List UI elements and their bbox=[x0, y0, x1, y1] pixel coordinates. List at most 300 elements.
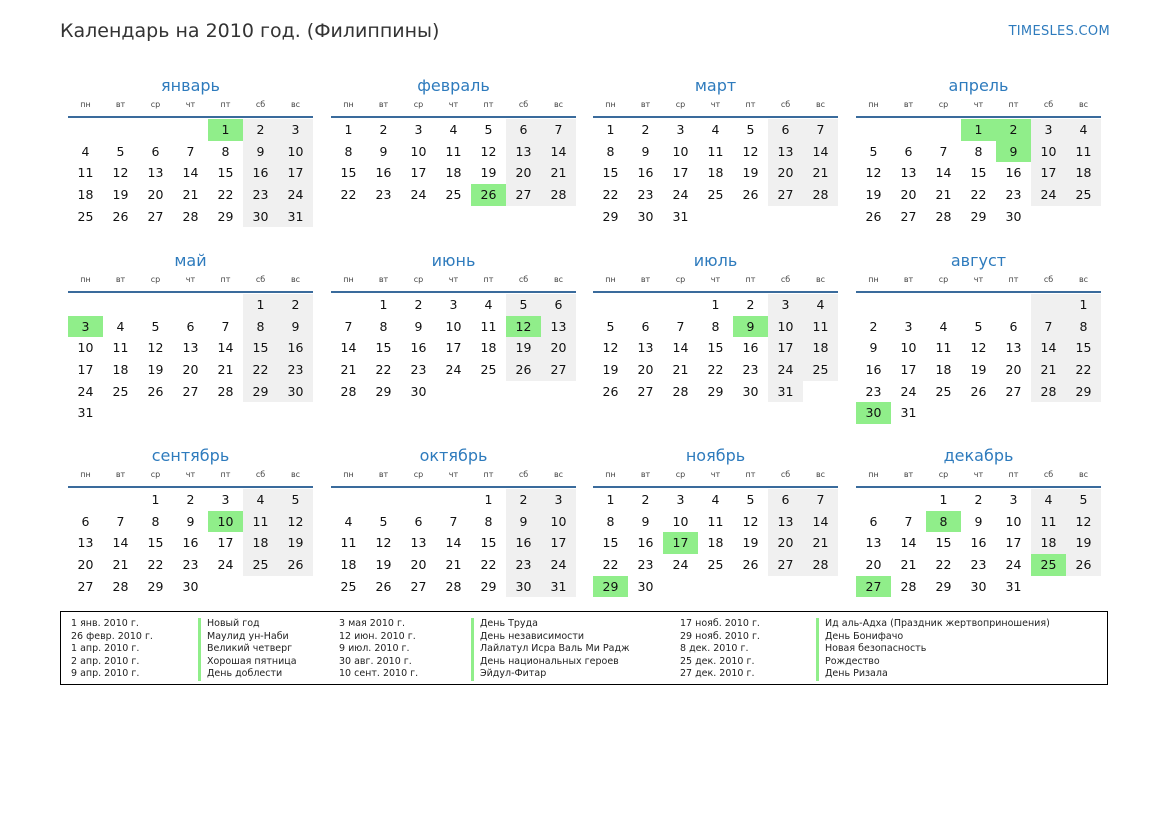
day-cell: 15 bbox=[340, 165, 357, 181]
day-cell: 15 bbox=[480, 535, 497, 551]
weekday-header bbox=[593, 98, 838, 112]
day-cell: 25 bbox=[707, 557, 724, 573]
day-cell: 21 bbox=[445, 557, 462, 573]
legend-dates-column bbox=[339, 618, 418, 681]
month-title: январь bbox=[161, 76, 220, 95]
day-cell: 23 bbox=[243, 184, 278, 206]
day-cell: 24 bbox=[672, 557, 689, 573]
day-cell: 18 bbox=[1066, 162, 1101, 184]
empty-day-cell bbox=[803, 381, 838, 403]
day-grid bbox=[593, 294, 838, 402]
day-cell: 19 bbox=[970, 362, 987, 378]
day-cell: 2 bbox=[379, 122, 388, 137]
day-grid bbox=[593, 489, 838, 597]
empty-day-cell bbox=[68, 489, 103, 511]
day-cell: 5 bbox=[746, 122, 755, 137]
holiday-name: Маулид ун-Наби bbox=[198, 631, 297, 644]
day-cell: 2 bbox=[506, 489, 541, 511]
day-cell: 17 bbox=[1005, 535, 1022, 551]
day-cell: 10 bbox=[768, 316, 803, 338]
weekday-label: ср bbox=[938, 100, 949, 109]
empty-day-cell bbox=[331, 489, 366, 511]
day-cell: 16 bbox=[742, 340, 759, 356]
holiday-name: День национальных героев bbox=[471, 656, 630, 669]
weekday-label: чт bbox=[448, 100, 459, 109]
month-title: август bbox=[950, 251, 1007, 270]
month-divider bbox=[593, 486, 838, 488]
day-cell: 8 bbox=[344, 143, 353, 159]
day-cell: 9 bbox=[974, 513, 983, 529]
day-cell: 22 bbox=[1066, 359, 1101, 381]
day-cell: 11 bbox=[707, 513, 724, 529]
day-cell: 5 bbox=[151, 318, 160, 334]
day-cell: 18 bbox=[1031, 532, 1066, 554]
empty-day-cell bbox=[768, 206, 803, 228]
weekday-label: ср bbox=[150, 275, 161, 284]
weekday-label: ср bbox=[150, 470, 161, 479]
day-cell: 23 bbox=[410, 362, 427, 378]
day-cell: 29 bbox=[480, 578, 497, 594]
day-cell: 18 bbox=[935, 362, 952, 378]
day-cell: 8 bbox=[974, 143, 983, 159]
weekday-label: ср bbox=[413, 470, 424, 479]
day-cell: 21 bbox=[672, 362, 689, 378]
weekday-label: чт bbox=[710, 100, 721, 109]
day-cell: 14 bbox=[900, 535, 917, 551]
day-cell: 9 bbox=[641, 513, 650, 529]
day-cell: 14 bbox=[1031, 337, 1066, 359]
empty-day-cell bbox=[103, 489, 138, 511]
day-cell: 4 bbox=[939, 318, 948, 334]
weekday-label: вс bbox=[290, 100, 301, 109]
weekday-label: пн bbox=[868, 470, 879, 479]
weekday-label: вт bbox=[903, 100, 914, 109]
day-cell: 27 bbox=[541, 359, 576, 381]
day-cell: 11 bbox=[803, 316, 838, 338]
day-cell: 6 bbox=[1009, 318, 1018, 334]
day-cell: 1 bbox=[606, 122, 615, 137]
day-cell: 27 bbox=[182, 383, 199, 399]
day-cell: 30 bbox=[970, 578, 987, 594]
holiday-name: День Труда bbox=[471, 618, 630, 631]
weekday-label: чт bbox=[710, 470, 721, 479]
day-cell: 10 bbox=[1005, 513, 1022, 529]
day-cell: 29 bbox=[217, 208, 234, 224]
day-cell: 22 bbox=[935, 557, 952, 573]
empty-day-cell bbox=[541, 381, 576, 403]
day-cell: 12 bbox=[865, 165, 882, 181]
day-cell: 21 bbox=[935, 187, 952, 203]
day-cell: 13 bbox=[768, 141, 803, 163]
empty-day-cell bbox=[436, 381, 471, 403]
day-cell: 5 bbox=[746, 492, 755, 507]
day-cell: 8 bbox=[151, 513, 160, 529]
weekday-label: пн bbox=[343, 275, 354, 284]
day-cell: 16 bbox=[1005, 165, 1022, 181]
weekday-label: пт bbox=[745, 100, 756, 109]
weekday-label: пт bbox=[483, 275, 494, 284]
weekday-label: чт bbox=[185, 100, 196, 109]
day-cell: 24 bbox=[445, 362, 462, 378]
day-cell: 3 bbox=[278, 119, 313, 141]
day-cell: 28 bbox=[340, 383, 357, 399]
legend-names-column bbox=[471, 618, 630, 681]
day-cell: 8 bbox=[1066, 316, 1101, 338]
holiday-date: 17 нояб. 2010 г. bbox=[680, 618, 760, 629]
day-cell: 14 bbox=[935, 165, 952, 181]
holiday-date: 3 мая 2010 г. bbox=[339, 618, 405, 629]
holiday-name: День доблести bbox=[198, 668, 297, 681]
holiday-date: 1 янв. 2010 г. bbox=[71, 618, 139, 629]
day-cell: 16 bbox=[637, 535, 654, 551]
day-cell: 8 bbox=[221, 143, 230, 159]
day-cell: 17 bbox=[77, 362, 94, 378]
holiday-date: 27 дек. 2010 г. bbox=[680, 668, 755, 679]
holiday-date: 1 апр. 2010 г. bbox=[71, 643, 140, 654]
day-cell: 6 bbox=[768, 489, 803, 511]
day-cell: 28 bbox=[445, 578, 462, 594]
day-cell: 12 bbox=[147, 340, 164, 356]
weekday-label: сб bbox=[255, 470, 266, 479]
weekday-label: чт bbox=[185, 470, 196, 479]
day-cell: 21 bbox=[340, 362, 357, 378]
day-cell: 11 bbox=[340, 535, 357, 551]
day-cell: 24 bbox=[672, 187, 689, 203]
day-cell: 14 bbox=[803, 141, 838, 163]
day-cell: 17 bbox=[768, 337, 803, 359]
day-cell: 26 bbox=[506, 359, 541, 381]
day-cell: 30 bbox=[278, 381, 313, 403]
day-cell: 8 bbox=[711, 318, 720, 334]
month-9 bbox=[68, 445, 313, 597]
empty-day-cell bbox=[278, 402, 313, 424]
day-cell: 30 bbox=[637, 578, 654, 594]
day-cell: 13 bbox=[541, 316, 576, 338]
day-cell: 18 bbox=[707, 165, 724, 181]
day-cell: 12 bbox=[970, 340, 987, 356]
day-cell: 16 bbox=[970, 535, 987, 551]
day-cell: 1 bbox=[606, 492, 615, 507]
weekday-label: пт bbox=[483, 100, 494, 109]
day-cell: 25 bbox=[340, 578, 357, 594]
day-cell: 11 bbox=[935, 340, 952, 356]
holiday-date: 30 авг. 2010 г. bbox=[339, 655, 412, 667]
day-cell: 19 bbox=[506, 337, 541, 359]
day-cell: 5 bbox=[379, 513, 388, 529]
weekday-label: чт bbox=[448, 470, 459, 479]
day-cell: 23 bbox=[970, 557, 987, 573]
day-cell: 21 bbox=[803, 532, 838, 554]
day-cell: 9 bbox=[641, 143, 650, 159]
weekday-label: чт bbox=[185, 275, 196, 284]
holiday-date: 9 июл. 2010 г. bbox=[339, 643, 410, 654]
empty-day-cell bbox=[663, 576, 698, 598]
weekday-label: вт bbox=[115, 470, 126, 479]
empty-day-cell bbox=[278, 576, 313, 598]
day-cell: 16 bbox=[375, 165, 392, 181]
day-cell: 25 bbox=[707, 187, 724, 203]
holiday-date: 8 дек. 2010 г. bbox=[680, 643, 749, 654]
day-cell: 28 bbox=[935, 208, 952, 224]
weekday-label: вс bbox=[815, 100, 826, 109]
day-cell: 19 bbox=[375, 557, 392, 573]
day-cell: 16 bbox=[637, 165, 654, 181]
day-cell: 18 bbox=[445, 165, 462, 181]
site-link[interactable]: TIMESLES.COM bbox=[1008, 24, 1110, 39]
weekday-header bbox=[331, 468, 576, 482]
day-cell: 11 bbox=[1066, 141, 1101, 163]
day-cell: 13 bbox=[410, 535, 427, 551]
empty-day-cell bbox=[961, 294, 996, 316]
weekday-label: вт bbox=[903, 470, 914, 479]
empty-day-cell bbox=[243, 576, 278, 598]
day-cell: 25 bbox=[935, 383, 952, 399]
empty-day-cell bbox=[733, 206, 768, 228]
month-divider bbox=[856, 291, 1101, 293]
month-11 bbox=[593, 445, 838, 597]
day-cell: 13 bbox=[900, 165, 917, 181]
weekday-label: пн bbox=[343, 100, 354, 109]
day-cell: 6 bbox=[768, 119, 803, 141]
day-cell: 13 bbox=[506, 141, 541, 163]
day-cell: 9 bbox=[869, 340, 878, 356]
day-cell: 5 bbox=[484, 122, 493, 137]
day-cell: 21 bbox=[900, 557, 917, 573]
day-cell: 9 bbox=[278, 316, 313, 338]
day-cell: 26 bbox=[742, 187, 759, 203]
holiday-date: 29 нояб. 2010 г. bbox=[680, 630, 760, 642]
day-grid bbox=[331, 294, 576, 402]
empty-day-cell bbox=[208, 294, 243, 316]
weekday-header bbox=[68, 468, 313, 482]
month-5 bbox=[68, 250, 313, 424]
day-cell: 20 bbox=[147, 187, 164, 203]
day-cell: 13 bbox=[637, 340, 654, 356]
weekday-label: ср bbox=[675, 100, 686, 109]
empty-day-cell bbox=[208, 576, 243, 598]
month-6 bbox=[331, 250, 576, 402]
holiday-date: 26 февр. 2010 г. bbox=[71, 630, 153, 642]
day-cell: 15 bbox=[602, 165, 619, 181]
day-cell: 13 bbox=[865, 535, 882, 551]
day-cell: 22 bbox=[602, 557, 619, 573]
day-cell: 4 bbox=[1066, 119, 1101, 141]
day-grid bbox=[331, 119, 576, 206]
holiday-name: Новый год bbox=[198, 618, 297, 631]
day-cell: 26 bbox=[602, 383, 619, 399]
day-cell: 23 bbox=[182, 557, 199, 573]
day-cell: 26 bbox=[742, 557, 759, 573]
day-cell: 30 bbox=[243, 206, 278, 228]
day-cell: 26 bbox=[865, 208, 882, 224]
day-cell: 7 bbox=[803, 489, 838, 511]
day-cell: 5 bbox=[1066, 489, 1101, 511]
day-cell: 12 bbox=[742, 143, 759, 159]
empty-day-cell bbox=[996, 294, 1031, 316]
day-cell: 24 bbox=[410, 187, 427, 203]
holiday-name: Ид аль-Адха (Праздник жертвоприношения) bbox=[816, 618, 1050, 631]
holiday-day-cell: 9 bbox=[733, 316, 768, 338]
holiday-date: 9 апр. 2010 г. bbox=[71, 668, 140, 679]
day-cell: 25 bbox=[243, 554, 278, 576]
weekday-label: пт bbox=[1008, 470, 1019, 479]
weekday-header bbox=[68, 273, 313, 287]
day-cell: 7 bbox=[904, 513, 913, 529]
empty-day-cell bbox=[173, 119, 208, 141]
empty-day-cell bbox=[961, 402, 996, 424]
day-cell: 31 bbox=[900, 405, 917, 421]
empty-day-cell bbox=[436, 489, 471, 511]
day-cell: 30 bbox=[506, 576, 541, 598]
weekday-label: вс bbox=[290, 275, 301, 284]
day-cell: 6 bbox=[641, 318, 650, 334]
day-cell: 24 bbox=[217, 557, 234, 573]
holiday-date: 12 июн. 2010 г. bbox=[339, 630, 416, 642]
day-cell: 21 bbox=[182, 187, 199, 203]
month-10 bbox=[331, 445, 576, 597]
empty-day-cell bbox=[891, 119, 926, 141]
weekday-label: пн bbox=[605, 275, 616, 284]
empty-day-cell bbox=[926, 294, 961, 316]
empty-day-cell bbox=[366, 489, 401, 511]
day-cell: 20 bbox=[182, 362, 199, 378]
empty-day-cell bbox=[996, 402, 1031, 424]
day-cell: 6 bbox=[414, 513, 423, 529]
day-cell: 17 bbox=[217, 535, 234, 551]
weekday-label: вс bbox=[815, 470, 826, 479]
day-cell: 7 bbox=[116, 513, 125, 529]
day-cell: 14 bbox=[112, 535, 129, 551]
day-cell: 8 bbox=[484, 513, 493, 529]
holiday-day-cell: 17 bbox=[663, 532, 698, 554]
day-cell: 23 bbox=[865, 383, 882, 399]
weekday-label: сб bbox=[780, 100, 791, 109]
day-cell: 10 bbox=[672, 513, 689, 529]
day-cell: 7 bbox=[449, 513, 458, 529]
empty-day-cell bbox=[68, 119, 103, 141]
day-cell: 27 bbox=[147, 208, 164, 224]
weekday-label: вс bbox=[815, 275, 826, 284]
day-cell: 21 bbox=[803, 162, 838, 184]
day-cell: 6 bbox=[151, 143, 160, 159]
day-cell: 25 bbox=[112, 383, 129, 399]
day-cell: 6 bbox=[904, 143, 913, 159]
day-cell: 19 bbox=[112, 187, 129, 203]
month-3 bbox=[593, 75, 838, 227]
weekday-label: вс bbox=[1078, 100, 1089, 109]
day-cell: 18 bbox=[340, 557, 357, 573]
page-title: Календарь на 2010 год. (Филиппины) bbox=[60, 20, 440, 42]
empty-day-cell bbox=[401, 489, 436, 511]
day-cell: 4 bbox=[81, 143, 90, 159]
day-cell: 22 bbox=[375, 362, 392, 378]
day-cell: 6 bbox=[541, 294, 576, 316]
day-cell: 15 bbox=[217, 165, 234, 181]
day-cell: 22 bbox=[217, 187, 234, 203]
day-cell: 28 bbox=[672, 383, 689, 399]
day-cell: 15 bbox=[935, 535, 952, 551]
month-1 bbox=[68, 75, 313, 227]
day-cell: 12 bbox=[1066, 511, 1101, 533]
day-cell: 20 bbox=[865, 557, 882, 573]
day-cell: 1 bbox=[939, 492, 948, 507]
empty-day-cell bbox=[331, 294, 366, 316]
weekday-label: пт bbox=[745, 470, 756, 479]
weekday-label: пн bbox=[868, 100, 879, 109]
day-cell: 7 bbox=[803, 119, 838, 141]
empty-day-cell bbox=[103, 119, 138, 141]
day-cell: 28 bbox=[112, 578, 129, 594]
day-cell: 10 bbox=[445, 318, 462, 334]
weekday-label: вс bbox=[553, 275, 564, 284]
weekday-header bbox=[68, 98, 313, 112]
day-cell: 1 bbox=[484, 492, 493, 507]
day-cell: 26 bbox=[970, 383, 987, 399]
day-cell: 24 bbox=[77, 383, 94, 399]
empty-day-cell bbox=[208, 402, 243, 424]
weekday-label: сб bbox=[255, 100, 266, 109]
holiday-day-cell: 12 bbox=[506, 316, 541, 338]
empty-day-cell bbox=[733, 576, 768, 598]
day-cell: 7 bbox=[541, 119, 576, 141]
day-cell: 19 bbox=[147, 362, 164, 378]
day-cell: 11 bbox=[480, 318, 497, 334]
day-cell: 1 bbox=[1066, 294, 1101, 316]
day-cell: 5 bbox=[606, 318, 615, 334]
day-cell: 23 bbox=[506, 554, 541, 576]
day-cell: 13 bbox=[182, 340, 199, 356]
day-grid bbox=[68, 294, 313, 424]
empty-day-cell bbox=[1031, 206, 1066, 228]
day-cell: 3 bbox=[449, 297, 458, 312]
day-cell: 10 bbox=[1031, 141, 1066, 163]
day-cell: 28 bbox=[1031, 381, 1066, 403]
day-cell: 1 bbox=[711, 297, 720, 312]
day-cell: 20 bbox=[410, 557, 427, 573]
day-cell: 20 bbox=[77, 557, 94, 573]
day-cell: 6 bbox=[506, 119, 541, 141]
empty-day-cell bbox=[803, 206, 838, 228]
day-grid bbox=[593, 119, 838, 227]
day-cell: 4 bbox=[344, 513, 353, 529]
day-cell: 5 bbox=[116, 143, 125, 159]
day-cell: 12 bbox=[278, 511, 313, 533]
day-cell: 7 bbox=[344, 318, 353, 334]
day-cell: 24 bbox=[1031, 184, 1066, 206]
day-cell: 2 bbox=[641, 122, 650, 137]
day-cell: 22 bbox=[147, 557, 164, 573]
day-cell: 26 bbox=[112, 208, 129, 224]
holiday-day-cell: 8 bbox=[926, 511, 961, 533]
weekday-label: вт bbox=[115, 100, 126, 109]
day-cell: 14 bbox=[217, 340, 234, 356]
empty-day-cell bbox=[663, 294, 698, 316]
holiday-day-cell: 3 bbox=[68, 316, 103, 338]
day-cell: 12 bbox=[602, 340, 619, 356]
day-cell: 27 bbox=[768, 554, 803, 576]
day-cell: 27 bbox=[77, 578, 94, 594]
month-divider bbox=[68, 486, 313, 488]
day-cell: 28 bbox=[541, 184, 576, 206]
day-cell: 27 bbox=[637, 383, 654, 399]
day-cell: 31 bbox=[1005, 578, 1022, 594]
legend-names-column bbox=[816, 618, 1050, 681]
weekday-header bbox=[331, 98, 576, 112]
weekday-label: сб bbox=[518, 275, 529, 284]
month-title: май bbox=[174, 251, 207, 270]
holiday-day-cell: 10 bbox=[208, 511, 243, 533]
day-cell: 26 bbox=[375, 578, 392, 594]
